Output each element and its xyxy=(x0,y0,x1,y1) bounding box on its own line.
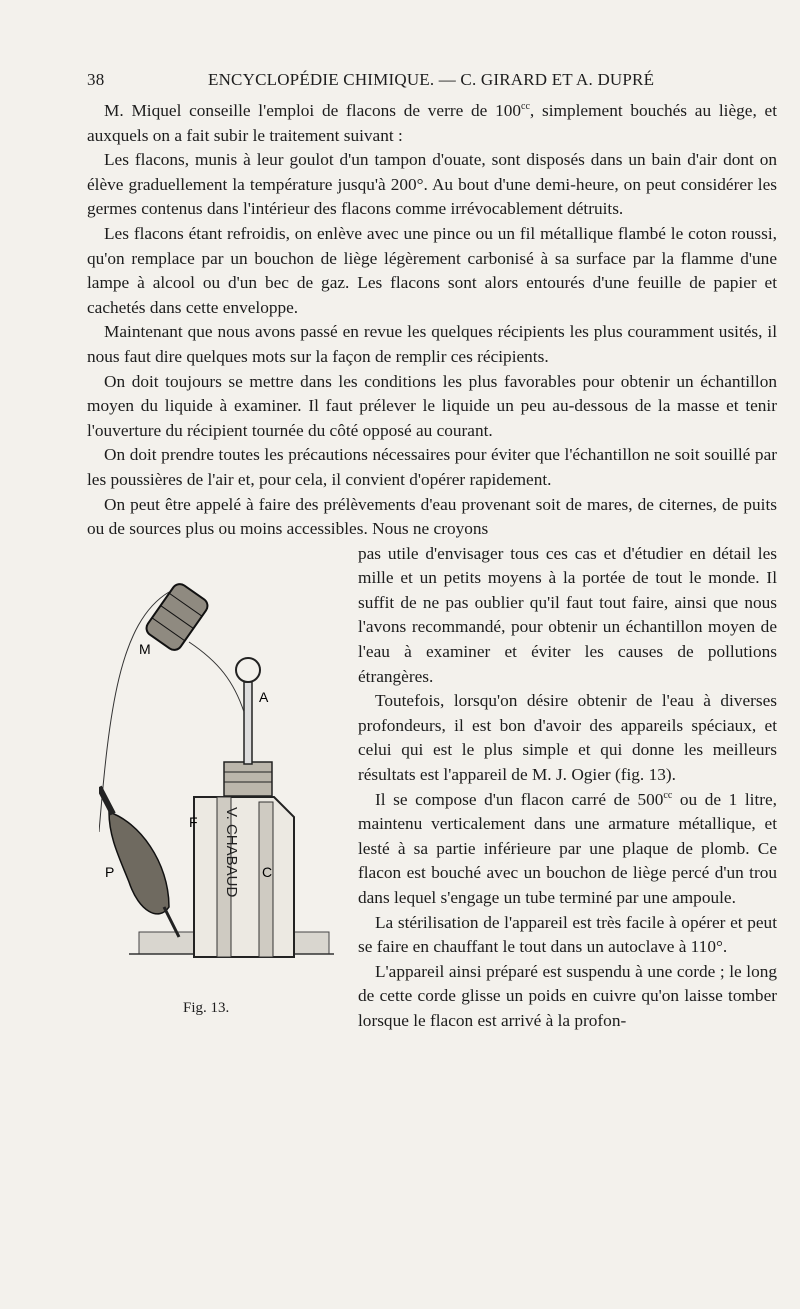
paragraph-11: L'appareil ainsi préparé est suspendu à une corde ; le long de cette corde glisse un poids en cuivre qu'on laisse tomber lorsque le flacon est arrivé à la profon- xyxy=(358,961,777,1030)
paragraph-7: pas utile d'envisager tous ces cas et d'étudier en détail les mille et un petits moyens à la portée de tout le monde. Il suffit de ne pas oublier qu'il faut tout faire, ainsi que nous l'avons recommandé, pour obtenir un échantillon moyen de l'eau à examiner et éviter les causes de pollutions étrangères. xyxy=(358,543,777,686)
paragraph-6: On doit prendre toutes les précautions nécessaires pour éviter que l'échantillon ne soit souillé par les poussières de l'air et, pour cela, il convient d'opérer rapidement. xyxy=(87,445,777,489)
paragraph-5: On doit toujours se mettre dans les conditions les plus favorables pour obtenir un échantillon moyen du liquide à examiner. Il faut prélever le liquide un peu au-dessous de la masse et tenir l'ouverture du récipient tournée du côté opposé au courant. xyxy=(87,371,777,440)
label-c: C xyxy=(262,863,273,880)
label-m: M xyxy=(139,640,151,657)
running-title: ENCYCLOPÉDIE CHIMIQUE. — C. GIRARD ET A. DUPRÉ xyxy=(208,70,655,89)
figure-13 xyxy=(87,550,352,1015)
paragraph-4: Maintenant que nous avons passé en revue les quelques récipients les plus couramment usités, il nous faut dire quelques mots sur la façon de remplir ces récipients. xyxy=(87,322,777,366)
label-p: P xyxy=(105,863,115,880)
paragraph-10: La stérilisation de l'appareil est très facile à opérer et peut se faire en chauffant le tout dans un autoclave à 110°. xyxy=(358,912,777,957)
paragraph-2: Les flacons, munis à leur goulot d'un tampon d'ouate, sont disposés dans un bain d'air dont on élève graduellement la température jusqu'à 200°. Au bout d'une demi-heure, on peut considérer les germes contenus dans l'intérieur des flacons comme irrévocablement détruits. xyxy=(87,150,777,219)
paragraph-7-lead: On peut être appelé à faire des prélèvements d'eau provenant soit de mares, de citernes, de puits ou de sources plus ou moins accessibles. Nous ne croyons xyxy=(87,494,777,539)
ogier-apparatus-illustration xyxy=(99,562,339,992)
label-a: A xyxy=(259,688,269,705)
page-number: 38 xyxy=(87,70,105,89)
body-text xyxy=(87,99,777,1034)
paragraph-8: Toutefois, lorsqu'on désire obtenir de l'eau à diverses profondeurs, il est bon d'avoir des appareils spéciaux, et celui qui est le plus simple et qui donne les meilleurs résultats est l'appareil de M. J. Ogier (fig. 13). xyxy=(358,691,777,785)
figure-caption: Fig. 13. xyxy=(183,999,230,1016)
paragraph-9: Il se compose d'un flacon carré de $500^{cc}$ ou de 1 litre, maintenu verticalement dans une armature métallique, et lesté à sa partie inférieure par une plaque de plomb. Ce flacon est bouché avec un bouchon de liège percé d'un trou dans lequel s'engage un tube terminé par une ampoule. xyxy=(358,789,777,907)
bottle-inscription: V. CHABAUD xyxy=(223,806,240,897)
label-f: F xyxy=(189,813,198,830)
paragraph-3: Les flacons étant refroidis, on enlève avec une pince ou un fil métallique flambé le coton roussi, qu'on remplace par un bouchon de liège légèrement carbonisé à sa surface par la flamme d'une lampe à alcool ou d'un bec de gaz. Les flacons sont alors entourés d'une feuille de papier et cachetés dans cette enveloppe. xyxy=(87,223,777,317)
paragraph-1: M. Miquel conseille l'emploi de flacons de verre de $100^{cc}$, simplement bouchés au liège, et auxquels on a fait subir le traitement suivant : xyxy=(87,101,777,145)
